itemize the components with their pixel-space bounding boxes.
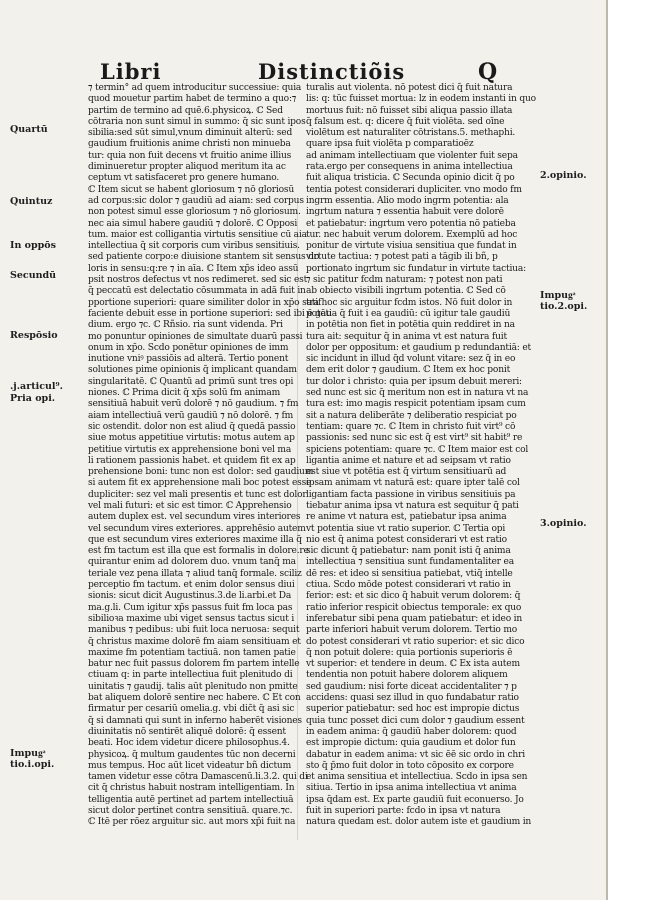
text-line: sed gaudium: nisi forte diceat accidentaliter ⁊ p [306,681,517,692]
text-line: lis: q: tūc fuisset mortua: lz in eodem instanti in quo [306,94,536,105]
text-line: sibilia:sed sūt simul,vnum diminuit alterū: sed [88,128,293,139]
text-line: dem erit dolor ⁊ gaudium. ℂ Item ex hoc ponit [306,365,511,376]
text-line: ipsa q̄dam est. Ex parte gaudiū fuit econuerso. Jo [306,794,524,805]
text-line: bat aliquem dolorē sentire nec habere. ℂ Et con [88,693,301,704]
text-line: tur: quia non fuit decens vt fruitio anime illius [88,150,292,161]
text-line: tura est: imo magis respicit potentiam ipsam cum [306,399,526,410]
text-line: prehensione boni: tunc non est dolor: sed gaudium [88,467,314,478]
text-line: tra hoc sic arguitur fcdm istos. Nō fuit dolor in [306,297,513,308]
text-line: natura quedam est. dolor autem iste et gaudium in [306,817,532,828]
text-line: tur. nec habuit verum dolorem. Exemplū ad hoc [306,229,518,240]
text-line: parte inferiori habuit verum dolorem. Tertio mo [306,625,518,636]
text-line: intellectiua q̄ sit corporis cum viribus sensitiuis. [88,241,300,252]
text-line: vt superior: et tendere in deum. ℂ Ex ista autem [306,659,520,670]
text-line: nio est q̄ anima potest considerari vt est ratio [306,534,507,545]
text-line: est impropie dictum: quia gaudium et dolor fun [306,738,516,749]
text-line: onum in xp̄o. Scdo ponētur opiniones de imm [88,342,289,353]
text-line: virtute tactiua: ⁊ potest pati a tāgib ili bñ, p [306,252,498,263]
text-line: ingrtum natura ⁊ essentia habuit vere dolorē [306,207,504,218]
text-line: dium. ergo ⁊c. ℂ Rñsio. ria sunt videnda. Pri [88,320,283,331]
text-line: ctiuam q: in parte intellectiua fuit plenitudo di [88,670,293,681]
text-line: intellectiua ⁊ sensitiua sunt fundamentaliter ea [306,557,514,568]
running-head-libri: Libri [100,59,162,84]
text-line: que est secundum vires exteriores maxime illa q̄ [88,534,302,545]
margin-note-articulus: .j.articul⁹. [10,381,63,392]
text-line: portionato ingrtum sic fundatur in virtute tactiua: [306,263,526,274]
text-line: perceptio fm tactum. et enim dolor sensus diui [88,580,295,591]
text-line: aiam intellectiuā verū gaudiū ⁊ nō dolorē. ⁊ fm [88,410,294,421]
text-line: potētia q̄ fuit i ea gaudiū: cū igitur tale gaudiū [306,308,511,319]
text-line: nec aia simul habere gaudiū ⁊ dolorē. ℂ Opposi [88,218,298,229]
running-head-letter: Q [478,59,499,85]
text-line: ingrm essentia. Alio modo ingrm potentia: ala [306,195,509,206]
text-line: ad animam intellectiuam que violenter fuit sepa [306,150,518,161]
text-line: quod mouetur partim habet de termino a quo:⁊ [88,94,297,105]
text-line: pportione superiori: quare similiter dolor in xp̄o satif [88,297,322,308]
text-line: sic dicunt q̄ patiebatur: nam ponit isti q̄ anima [306,546,511,557]
margin-note-impugnatio-1: Impugͣ tio.i.opi. [10,748,55,770]
text-column-right [306,83,536,829]
text-line: diuinitatis nō sentirēt aliquē dolorē: q̄ essent [88,726,286,737]
text-line: q̄ non potuit dolere: quia portionis superioris ē [306,647,513,658]
margin-note-prima-opinio: Pria opi. [10,393,56,404]
text-line: gaudium fruitionis anime christi non minueba [88,139,291,150]
text-line: tamen videtur esse cōtra Damascenū.li.3.2. qui di [88,772,308,783]
text-line: tentiam: quare ⁊c. ℂ Item in christo fuit virt⁹ cō [306,421,516,432]
text-line: ipsam animam vt naturā est: quare ipter talē col [306,478,520,489]
text-line: autem duplex est. vel secundum vires interiores [88,512,301,523]
text-line: turalis aut violenta. nō potest dici q̄ fuit natura [306,83,513,93]
text-line: tendentia non potuit habere dolorem aliquem [306,670,508,681]
text-line: mortuus fuit: nō fuisset sibi aliqua passio illata [306,105,513,116]
text-line: sionis: sicut dicit Augustinus.3.de li.arbi.et Da [88,591,292,602]
text-line: li rationem passionis habet. et quidem fit ex ap [88,455,296,466]
margin-note-impugnatio-2: Impugͣ tio.2.opi. [540,290,588,312]
margin-note-in-oppos: In oppōs [10,240,56,251]
text-column-left [88,83,332,829]
text-line: quare ipsa fuit violēta p comparatioēz [306,139,474,150]
text-line: mo ponuntur opiniones de simultate duarū passi [88,331,303,342]
text-line: ab obiecto visibili ingrtum potentia. ℂ Sed cō [306,286,506,297]
text-line: re anime vt natura est, patiebatur ipsa anima [306,512,507,523]
facing-page-edge [612,0,666,900]
text-line: q̄ falsum est. q: dicere q̄ fuit violēta. sed oīne [306,116,505,127]
text-line: quia tunc posset dici cum dolor ⁊ gaudium essent [306,715,525,726]
text-line: ferior: est: et sic dico q̄ habuit verum dolorem: q̄ [306,591,521,602]
text-line: sensitiuā habuit verū dolorē ⁊ nō gaudium. ⁊ fm [88,399,299,410]
text-line: ⁊ sic patitur fcdm naturam: ⁊ potest non pati [306,275,503,286]
text-line: vel mali futuri: et sic est timor. ℂ Apprehensio [88,500,292,511]
margin-note-tertia-opinio: 3.opinio. [540,518,587,529]
text-line: batur nec fuit passus dolorem fm partem intelle [88,659,300,670]
text-line: sicut dolor pertinet contra sensitiuā. quare.⁊c. [88,806,293,816]
text-line: fuit aliqua tristicia. ℂ Secunda opinio dicit q̄ po [306,173,515,184]
text-line: do potest considerari vt ratio superior: et sic dico [306,636,525,647]
text-line: est fm tactum est illa que est formalis in dolore.re [88,546,309,557]
margin-note-responso: Respōsio [10,330,58,341]
text-line: teriale vez pena illata ⁊ aliud tanq̄ formale. sciliz [88,568,302,579]
text-line: q̄ si damnati qui sunt in inferno haberēt visiones [88,715,302,726]
text-line: mus tempus. Hoc aūt licet videatur bñ dictum [88,760,292,771]
margin-note-secunda-opinio: 2.opinio. [540,170,587,181]
text-line: ⁊ termin° ad quem introducitur successiue: quia [88,83,302,93]
text-line: ℂ Itē per rōez arguitur sic. aut mors xp̄i fuit na [88,817,296,828]
text-line: ratio inferior respicit obiectus temporale: ex quo [306,602,522,613]
text-line: sic incidunt in illud q̄d volunt vitare: sez q̄ in eo [306,354,516,365]
text-line: faciente debuit esse in portione superiori: sed ibi ē gau [88,308,332,319]
text-line: superior patiebatur: sed hoc est impropie dictus [306,704,520,715]
text-line: firmatur per cesariū omelia.g. vbi dic̄t q̄ asi sic [88,704,295,715]
text-line: sed nunc est sic q̄ meritum non est in natura vt na [306,388,529,399]
text-line: in potētia non fiet in potētia quin reddiret in na [306,320,515,331]
text-line: ceptum vt satisfaceret pro genere humano. [88,173,280,184]
text-line: ctiua. Scdo mōde potest considerari vt ratio in [306,580,511,591]
text-line: beati. Hoc idem videtur dicere philosophus.4. [88,738,290,749]
text-line: inferebatur sibi pena quam patiebatur: et ideo in [306,613,523,624]
text-line: ligantia anime et nature et ad seipsam vt ratio [306,455,511,466]
text-line: tur dolor i christo: quia per ipsum debuit mereri: [306,376,522,387]
text-line: singularitatē. ℂ Quantū ad primū sunt tres opi [88,376,294,387]
text-line: maxime fm potentiam tactiuā. non tamen patie [88,647,296,658]
text-line: ad corpus:sic dolor ⁊ gaudiū ad aiam: sed corpus [88,195,304,206]
text-line: sibilioꝛa maxime ubi viget sensus tactus sicut i [88,613,295,624]
margin-note-quintuz: Quintuz [10,196,53,207]
text-line: vel secundum vires exteriores. apprehēsio autem [88,523,306,534]
text-line: niones. ℂ Prima dicit q̄ xp̄s solū fm animam [88,388,280,399]
text-line: inutione vniꝰ passiōis ad alterā. Tertio ponent [88,354,289,365]
text-line: tura ait: sequitur q̄ in anima vt est natura fuit [306,331,507,342]
text-line: dabatur in eadem anima: vt sic ēē sic ordo in chri [306,749,525,760]
text-line: sed patiente corpo:e diuisione stantem sit sensus do [88,252,320,263]
text-line: tentia potest considerari dupliciter. vno modo fm [306,184,522,195]
text-line: quirantur enim ad dolorem duo. vnum tanq̄ ma [88,557,296,568]
text-line: in eadem anima: q̄ gaudiū haber dolorem: quod [306,726,517,737]
text-line: fuit in superiori parte: fcdo in ipsa vt natura [306,806,501,816]
text-line: ℂ Item sicut se habent gloriosum ⁊ nō gloriosū [88,184,295,195]
text-line: petitiue virtutis ex apprehensione boni vel ma [88,444,292,455]
text-line: q̄ peccatū est delectatio cōsummata in adā fuit in [88,286,306,297]
text-line: accidens: quasi sez illud in quo fundabatur ratio [306,693,519,704]
text-line: telligentia autē pertinet ad partem intellectiuā [88,794,294,805]
text-line: tum. maior est colligantia virtutis sensitiue cū aia [88,229,307,240]
text-line: dolor per oppositum: et gaudium p redundantiā: et [306,342,531,353]
text-line: loris in sensu:q:re ⁊ in aīa. ℂ Item xp̄s ideo assū [88,263,299,274]
text-line: dē res: et ideo si sensitiua patiebat, vtiq̄ intelle [306,568,513,579]
text-line: ponitur de virtute visiua sensitiua que fundat in [306,241,517,252]
text-line: ma.g.li. Cum igitur xp̄s passus fuit fm loca pas [88,602,293,613]
text-line: est siue vt potētia est q̄ virtum sensitiuarū ad [306,467,507,478]
text-line: spiciens potentiam: quare ⁊c. ℂ Item maior est col [306,444,529,455]
text-line: violētum est naturaliter cōtristans.5. methaphi. [306,128,516,139]
text-line: q̄ christus maxime dolorē fm aiam sensitiuam et [88,636,301,647]
text-line: psit nostros defectus vt nos redimeret. sed sic est [88,275,308,286]
text-line: non potest simul esse gloriosum ⁊ nō gloriosum. [88,207,301,218]
text-line: et patiebatur: ingrtum vero potentia nō patieba [306,218,516,229]
text-line: rata.ergo per consequens in anima intellectiua [306,162,513,173]
text-line: diminueretur propter aliquod meritum ita ac [88,162,286,173]
text-line: vt potentia siue vt ratio superior. ℂ Tertia opi [306,523,506,534]
margin-note-quartu: Quartū [10,124,48,135]
text-line: physicoꝝ. q̄ multum gaudentes tūc non decerni [88,749,296,760]
text-line: sto q̄ p̄mo fuit dolor in toto cōposito ex corpore [306,760,514,771]
text-line: uinitatis ⁊ gaudij. talis aūt plenitudo non pmitte [88,681,298,692]
text-line: si autem fit ex apprehensione mali boc potest esse [88,478,312,489]
running-head-distinctionis: Distinctiõis [258,59,406,84]
text-line: partim de termino ad quē.6.physicoꝝ. ℂ Sed [88,105,283,116]
text-line: siue motus appetitiue virtutis: motus autem ap [88,433,295,444]
text-line: sic ostendit. dolor non est aliud q̄ quedā passio [88,421,296,432]
text-line: tiebatur anima ipsa vt natura est sequitur q̄ pati [306,500,519,511]
text-line: sitiua. Tertio in ipsa anima intellectiua vt anima [306,783,517,794]
text-line: ligantiam facta passione in viribus sensitiuis pa [306,489,516,500]
text-line: cit q̄ christus habuit nostram intelligentiam. In [88,783,295,794]
text-line: cōtraria non sunt simul in summo: q̄ sic sunt ipos [88,116,306,127]
text-line: passionis: sed nunc sic est q̄ est virt⁹ sit habit⁹ re [306,433,523,444]
text-line: solutiones pime opinionis q̄ implicant quandam [88,365,297,376]
margin-note-secundu: Secundū [10,270,57,281]
text-line: manibus ⁊ pedibus: ubi fuit loca neruosa: sequit [88,625,300,636]
text-line: dupliciter: sez vel mali presentis et tunc est dolor [88,489,307,500]
text-line: sit a natura deliberāte ⁊ deliberatio respiciat po [306,410,517,421]
text-line: et anima sensitiua et intellectiua. Scdo in ipsa sen [306,772,528,783]
